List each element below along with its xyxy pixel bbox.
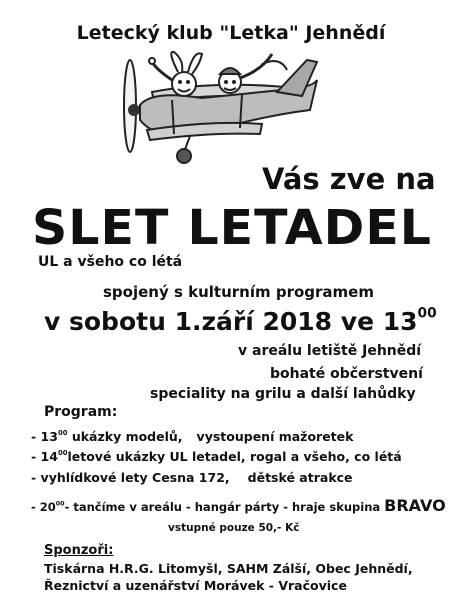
event-headline: SLET LETADEL [32, 200, 432, 256]
invite-text: Vás zve na [262, 162, 436, 196]
program-item-text: - tančíme v areálu - hangár párty - hraje skupina [64, 500, 385, 514]
program-item-text: - vyhlídkové lety Cesna 172, [31, 470, 230, 485]
program-item-models [31, 429, 353, 444]
event-date-text: v sobotu 1.září 2018 ve 13 [44, 307, 418, 336]
program-item-text-kids: dětské atrakce [247, 470, 353, 485]
program-item-time: - 13 [31, 429, 58, 444]
program-item-party [31, 496, 446, 515]
program-item-time: - 14 [31, 449, 58, 464]
cartoon-biplane-icon [112, 50, 322, 165]
refreshments-text: bohaté občerstvení [270, 366, 423, 382]
program-item-time: - 20 [31, 500, 56, 514]
program-item-text-majorettes: vystoupení mažoretek [196, 429, 354, 444]
entry-fee: vstupné pouze 50,- Kč [168, 522, 300, 534]
band-name: BRAVO [384, 496, 446, 515]
program-item-time-minutes: 00 [55, 500, 65, 508]
venue-text: v areálu letiště Jehnědí [238, 343, 422, 359]
program-item-sightseeing [31, 470, 353, 485]
sponsors-line-2: Řeznictví a uzenářství Morávek - Vračovice [44, 578, 347, 593]
program-item-time-minutes: 00 [57, 428, 68, 437]
program-item-text: letové ukázky UL letadel, rogal a všeho, co létá [67, 449, 402, 464]
event-subtitle: UL a všeho co létá [38, 254, 183, 270]
sponsors-heading: Sponzoři: [44, 543, 114, 558]
program-heading: Program: [44, 404, 118, 420]
event-subtitle-program: spojený s kulturním programem [103, 283, 374, 301]
event-date [44, 307, 437, 336]
program-item-text: ukázky modelů, [67, 429, 183, 444]
event-date-minutes: 00 [417, 305, 437, 322]
program-item-time-minutes: 00 [57, 448, 68, 457]
sponsors-line-1: Tiskárna H.R.G. Litomyšl, SAHM Zálší, Obec Jehnědí, [44, 561, 413, 576]
club-title: Letecký klub "Letka" Jehnědí [76, 22, 386, 44]
grill-text: speciality na grilu a další lahůdky [150, 386, 416, 402]
program-item-flights [31, 449, 402, 464]
